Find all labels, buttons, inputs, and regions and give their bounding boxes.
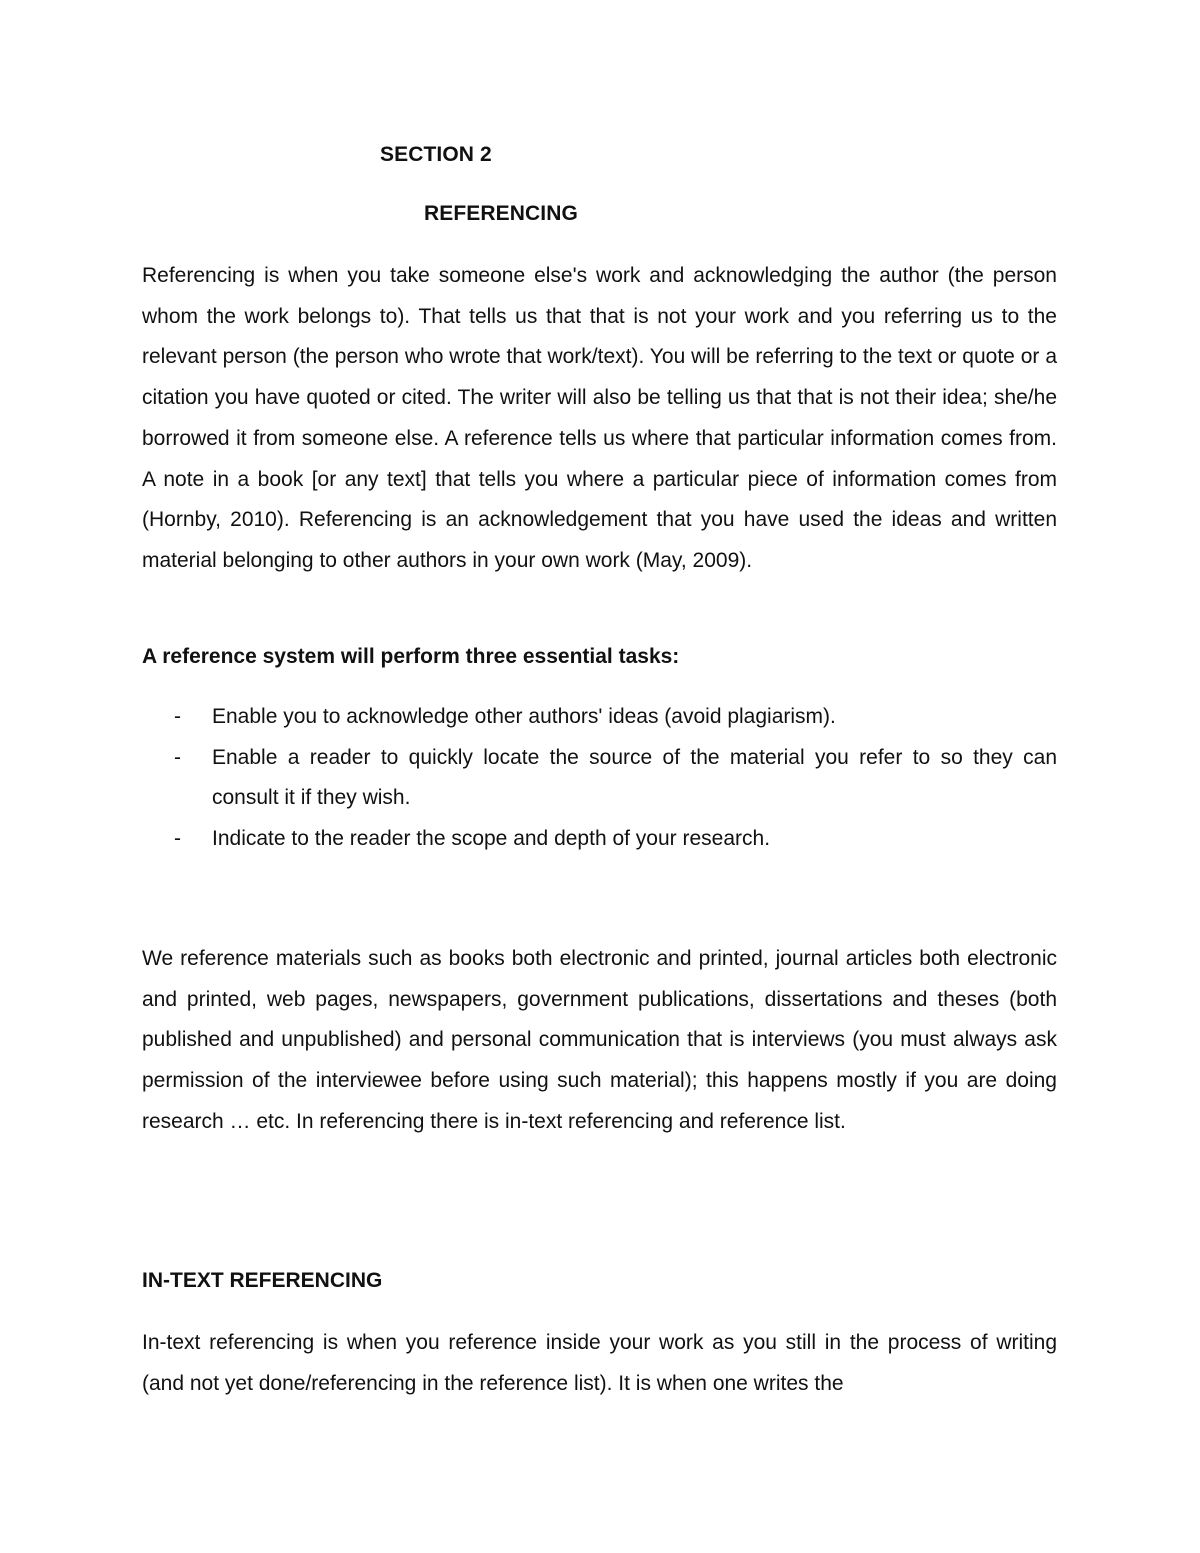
section-subtitle: REFERENCING <box>424 202 578 225</box>
task-item <box>142 697 1057 738</box>
task-text: Indicate to the reader the scope and depth of your research. <box>212 827 771 851</box>
task-item <box>142 819 1057 860</box>
materials-paragraph: We reference materials such as books both electronic and printed, journal articles both electronic and printed, web pages, newspapers, government publications, dissertations and theses (both published and unpublished) and personal communication that is interviews (you must always ask permission of the interviewee before using such material); this happens mostly if you are doing research … etc. In referencing there is in-text referencing and reference list. <box>142 947 1057 1133</box>
tasks-heading: A reference system will perform three essential tasks: <box>142 645 680 668</box>
dash-bullet-icon: - <box>174 745 181 769</box>
dash-bullet-icon: - <box>174 827 181 851</box>
intext-paragraph: In-text referencing is when you reference inside your work as you still in the process of writing (and not yet done/referencing in the reference list). It is when one writes the <box>142 1331 1057 1395</box>
intro-paragraph: Referencing is when you take someone else's work and acknowledging the author (the person whom the work belongs to). That tells us that that is not your work and you referring us to the relevant person (the person who wrote that work/text). You will be referring to the text or quote or a citation you have quoted or cited. The writer will also be telling us that that is not their idea; she/he borrowed it from someone else. A reference tells us where that particular information comes from. A note in a book [or any text] that tells you where a particular piece of information comes from (Hornby, 2010). Referencing is an acknowledgement that you have used the ideas and written material belonging to other authors in your own work (May, 2009). <box>142 264 1057 572</box>
task-text: Enable you to acknowledge other authors' ideas (avoid plagiarism). <box>212 705 836 728</box>
task-text: Enable a reader to quickly locate the source of the material you refer to so they can consult it if they wish. <box>212 745 1057 810</box>
section-title: SECTION 2 <box>380 143 492 166</box>
task-item <box>142 738 1057 819</box>
task-list <box>142 697 1057 860</box>
dash-bullet-icon: - <box>174 705 181 728</box>
intext-heading: IN-TEXT REFERENCING <box>142 1269 383 1292</box>
